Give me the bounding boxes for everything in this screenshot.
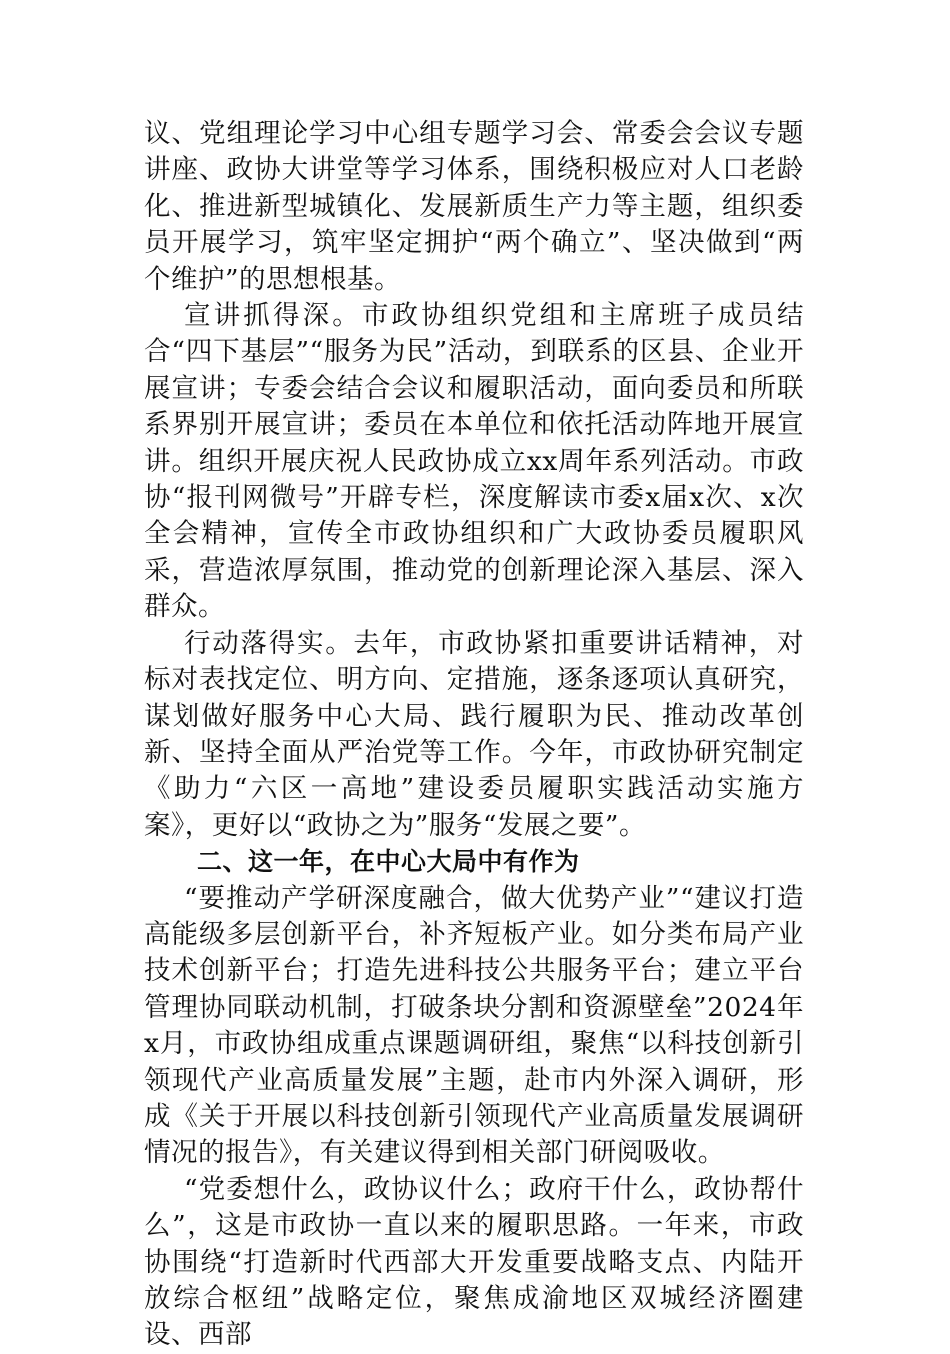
body-paragraph-publicity: 宣讲抓得深。市政协组织党组和主席班子成员结合“四下基层”“服务为民”活动，到联系的区县、企业开展宣讲；专委会结合会议和履职活动，面向委员和所联系界别开展宣讲；委员在本单位和依托活动阵地开展宣讲。组织开展庆祝人民政协成立xx周年系列活动。市政协“报刊网微号”开辟专栏，深度解读市委x届x次、x次全会精神，宣传全市政协组织和广大政协委员履职风采，营造浓厚氛围，推动党的创新理论深入基层、深入群众。 bbox=[144, 300, 804, 623]
section-heading: 二、这一年，在中心大局中有作为 bbox=[197, 847, 580, 877]
body-paragraph-strategy: “党委想什么，政协议什么；政府干什么，政协帮什么”，这是市政协一直以来的履职思路。一年来，市政协围绕“打造新时代西部大开发重要战略支点、内陆开放综合枢纽”战略定位，聚焦成渝地区双城经济圈建设、西部 bbox=[144, 1173, 804, 1351]
body-paragraph-action: 行动落得实。去年，市政协紧扣重要讲话精神，对标对表找定位、明方向、定措施，逐条逐项认真研究，谋划做好服务中心大局、践行履职为民、推动改革创新、坚持全面从严治党等工作。今年，市政协研究制定《助力“六区一高地”建设委员履职实践活动实施方案》，更好以“政协之为”服务“发展之要”。 bbox=[144, 627, 804, 841]
document-body bbox=[144, 116, 804, 1354]
body-paragraph-continued: 议、党组理论学习中心组专题学习会、常委会会议专题讲座、政协大讲堂等学习体系，围绕积极应对人口老龄化、推进新型城镇化、发展新质生产力等主题，组织委员开展学习，筑牢坚定拥护“两个确立”、坚决做到“两个维护”的思想根基。 bbox=[144, 118, 804, 295]
body-paragraph-research: “要推动产学研深度融合，做大优势产业”“建议打造高能级多层创新平台，补齐短板产业。如分类布局产业技术创新平台；打造先进科技公共服务平台；建立平台管理协同联动机制，打破条块分割和资源壁垒”2024年x月，市政协组成重点课题调研组，聚焦“以科技创新引领现代产业高质量发展”主题，赴市内外深入调研，形成《关于开展以科技创新引领现代产业高质量发展调研情况的报告》，有关建议得到相关部门研阅吸收。 bbox=[144, 882, 804, 1169]
